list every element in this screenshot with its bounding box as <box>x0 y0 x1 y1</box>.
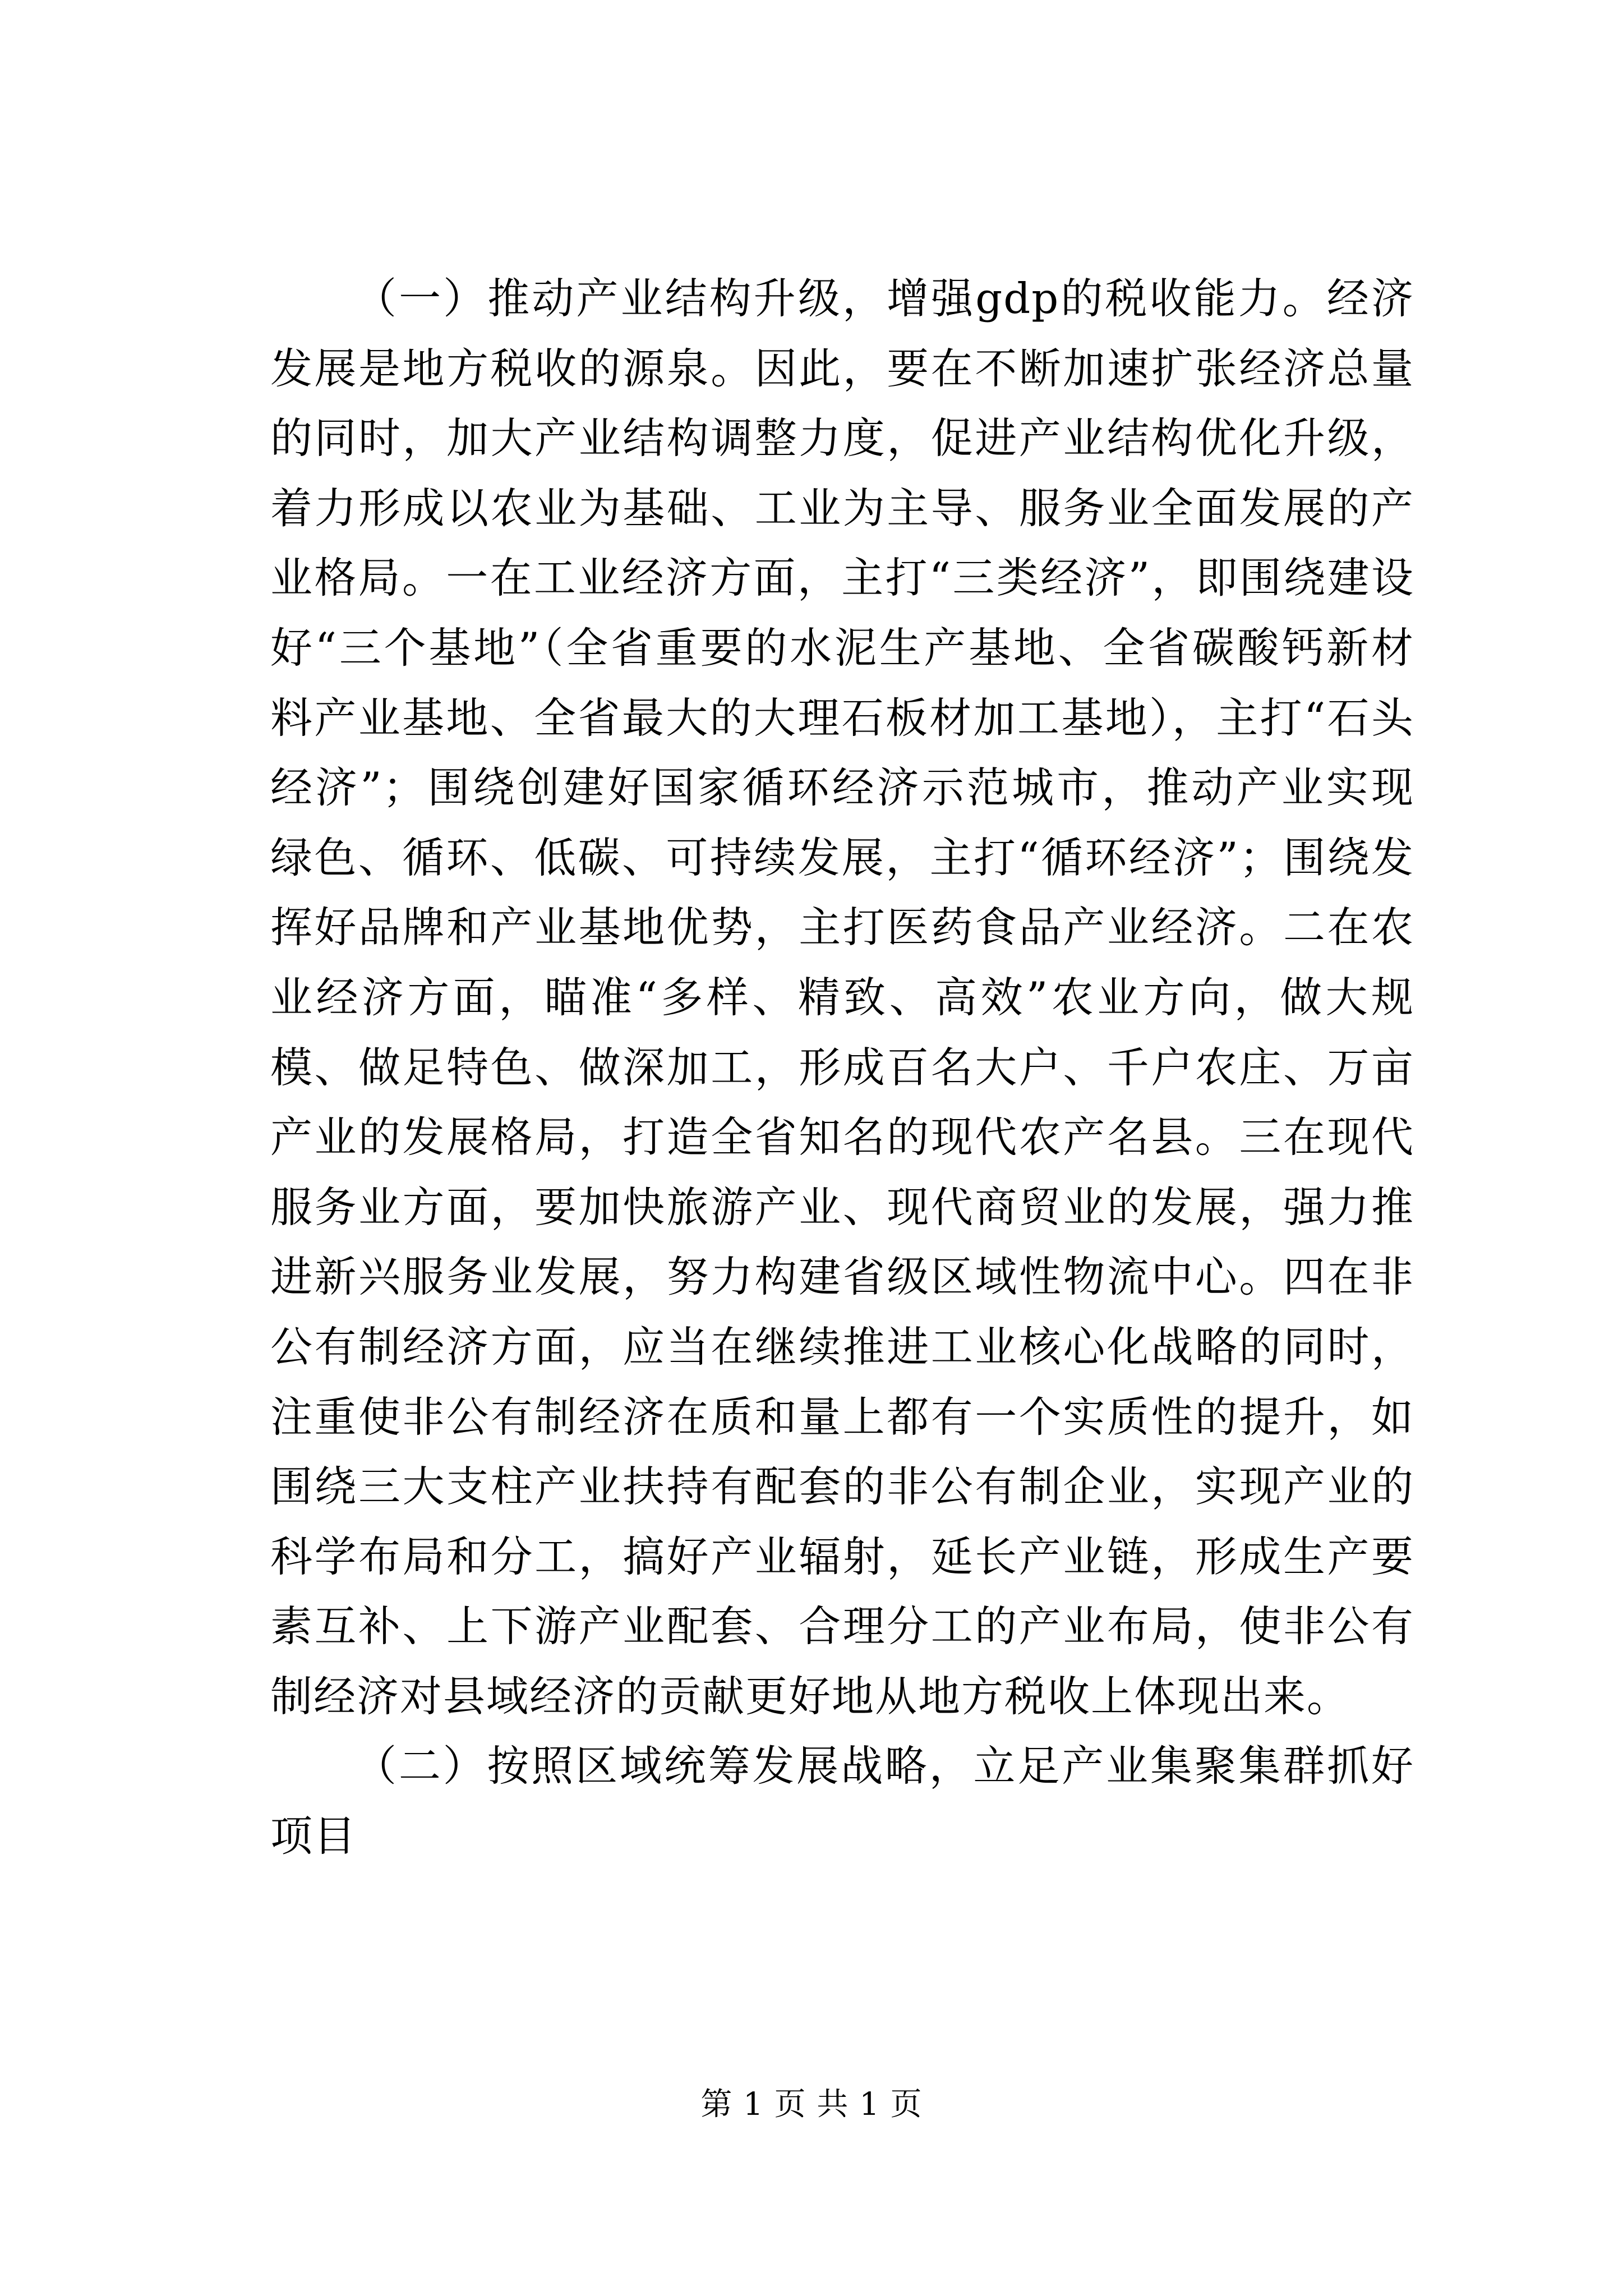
paragraph-1: （一）推动产业结构升级，增强gdp的税收能力。经济发展是地方税收的源泉。因此，要在不断加速扩张经济总量的同时，加大产业结构调整力度，促进产业结构优化升级，着力形成以农业为基础、工业为主导、服务业全面发展的产业格局。一在工业经济方面，主打“三类经济”，即围绕建设好“三个基地”（全省重要的水泥生产基地、全省碳酸钙新材料产业基地、全省最大的大理石板材加工基地），主打“石头经济”；围绕创建好国家循环经济示范城市，推动产业实现绿色、循环、低碳、可持续发展，主打“循环经济”；围绕发挥好品牌和产业基地优势，主打医药食品产业经济。二在农业经济方面，瞄准“多样、精致、高效”农业方向，做大规模、做足特色、做深加工，形成百名大户、千户农庄、万亩产业的发展格局，打造全省知名的现代农产名县。三在现代服务业方面，要加快旅游产业、现代商贸业的发展，强力推进新兴服务业发展，努力构建省级区域性物流中心。四在非公有制经济方面，应当在继续推进工业核心化战略的同时，注重使非公有制经济在质和量上都有一个实质性的提升，如围绕三大支柱产业扶持有配套的非公有制企业，实现产业的科学布局和分工，搞好产业辐射，延长产业链，形成生产要素互补、上下游产业配套、合理分工的产业布局，使非公有制经济对县域经济的贡献更好地从地方税收上体现出来。 <box>270 274 1414 1721</box>
document-body <box>270 264 1414 1871</box>
paragraph-2: （二）按照区域统筹发展战略，立足产业集聚集群抓好项目 <box>270 1741 1414 1861</box>
page-number-label: 第 1 页 共 1 页 <box>700 2086 923 2123</box>
page-footer <box>0 2082 1623 2127</box>
